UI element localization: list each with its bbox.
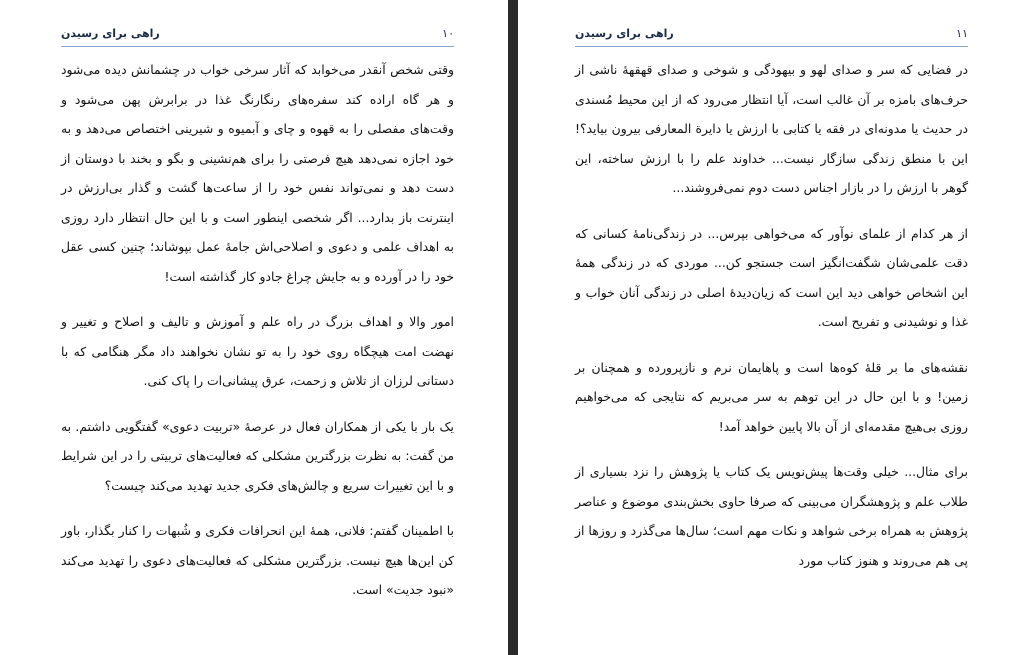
running-title: راهی برای رسیدن bbox=[61, 27, 160, 40]
book-page-left bbox=[0, 0, 508, 655]
page-header bbox=[575, 26, 968, 47]
running-title: راهی برای رسیدن bbox=[575, 27, 674, 40]
book-page-right bbox=[518, 0, 1024, 655]
paragraph: برای مثال... خیلی وقت‌ها پیش‌نویس یک کتاب یا پژوهش را نزد بسیاری از طلاب علم و پژوهشگران می‌بینی که صرفا حاوی بخش‌بندی موضوع و عناصر پژوهش به همراه برخی شواهد و نکات مهم است؛ سال‌ها می‌گذرد و روزها از پی هم می‌روند و هنوز کتاب مورد bbox=[575, 464, 968, 568]
page-header bbox=[61, 26, 454, 47]
paragraph: وقتی شخص آنقدر می‌خوابد که آثار سرخی خواب در چشمانش دیده می‌شود و هر گاه اراده کند سفره‌های رنگارنگ غذا در برابرش پهن می‌شود و وقت‌های مفصلی را به قهوه و چای و آبمیوه و شیرینی اختصاص می‌دهد و به خود اجازه نمی‌دهد هیچ فرصتی را برای هم‌نشینی و بگو و بخند با دوستان از دست دهد و نمی‌تواند نفس خود را از ساعت‌ها گشت و گذار بی‌ارزش در اینترنت باز بدارد... اگر شخصی اینطور است و با این حال انتظار دارد روزی به اهداف علمی و دعوی و اصلاحی‌اش جامهٔ عمل بپوشاند؛ چنین کسی عقل خود را در آورده و به جایش چراغ جادو کار گذاشته است! bbox=[61, 62, 454, 284]
page-number: ۱۰ bbox=[442, 27, 454, 40]
page-number: ۱۱ bbox=[956, 27, 968, 40]
paragraph: با اطمینان گفتم: فلانی، همهٔ این انحرافات فکری و شُبهات را کنار بگذار، باور کن این‌ها هیچ نیست. بزرگترین مشکلی که فعالیت‌های دعوی را تهدید می‌کند «نبود جدیت» است. bbox=[61, 523, 454, 597]
paragraph: در فضایی که سر و صدای لهو و بیهودگی و شوخی و صدای قهقههٔ ناشی از حرف‌های بامزه بر آن غالب است، آیا انتظار می‌رود که از این محیط مُسندی در حدیث یا مدونه‌ای در فقه یا کتابی با ارزش یا دایرة المعارفی بیرون بیاید؟! این با منطق زندگی سازگار نیست... خداوند علم را با ارزش ساخته، این گوهر با ارزش را در بازار اجناس دست دوم نمی‌فروشند... bbox=[575, 62, 968, 195]
paragraph: نقشه‌های ما بر قلهٔ کوه‌ها است و پاهایمان نرم و نازپرورده و همچنان بر زمین! و با این حال در این توهم به سر می‌بریم که نتایجی که می‌خواهیم روزی بی‌هیچ مقدمه‌ای از آن بالا پایین خواهد آمد! bbox=[575, 359, 968, 434]
paragraph: از هر کدام از علمای نوآور که می‌خواهی بپرس... در زندگی‌نامهٔ کسانی که دقت علمی‌شان شگفت‌انگیز است جستجو کن... موردی که در زندگی همهٔ این اشخاص خواهی دید این است که زیان‌دیدهٔ اصلی در زندگی آنان خواب و غذا و نوشیدنی و تفریح است. bbox=[575, 225, 968, 329]
page-body bbox=[575, 55, 968, 591]
paragraph: یک بار با یکی از همکاران فعال در عرصهٔ «تربیت دعوی» گفتگویی داشتم. به من گفت: به نظرت بزرگترین مشکلی که فعالیت‌های تربیتی را در این شرایط و با این تغییرات سریع و چالش‌های فکری جدید تهدید می‌کند چیست؟ bbox=[61, 418, 454, 493]
page-body bbox=[61, 55, 454, 621]
paragraph: امور والا و اهداف بزرگ در راه علم و آموزش و تالیف و اصلاح و تغییر و نهضت امت هیچگاه روی خود را به تو نشان نخواهند داد مگر هنگامی که با دستانی لرزان از تلاش و زحمت، عرق پیشانی‌ات را پاک کنی. bbox=[61, 314, 454, 388]
page-gutter bbox=[508, 0, 518, 655]
